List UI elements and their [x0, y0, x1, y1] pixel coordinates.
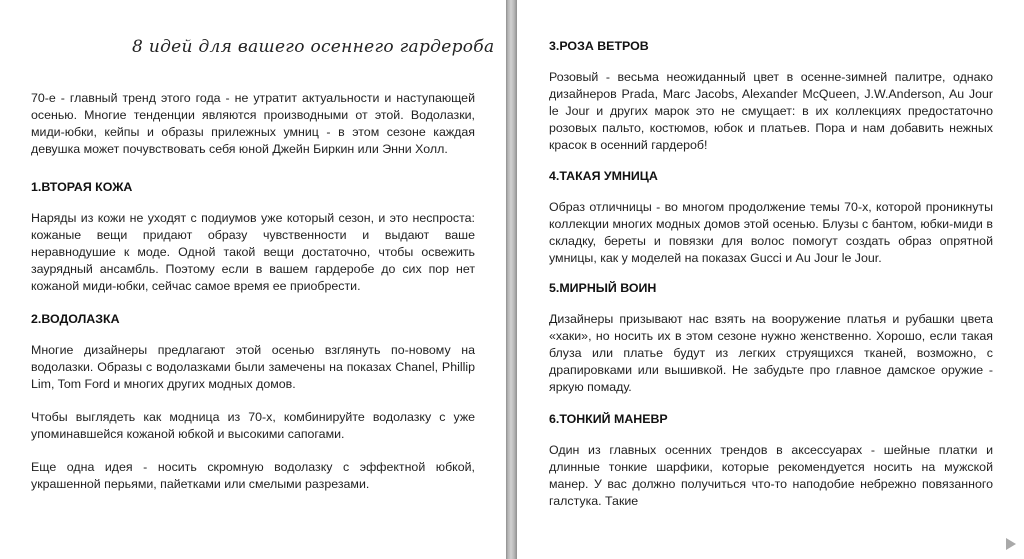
- section-heading-6: 6.ТОНКИЙ МАНЕВР: [549, 412, 668, 426]
- section-text-2c: Еще одна идея - носить скромную водолазку с эффектной юбкой, украшенной перьями, пайетками или смелыми разрезами.: [31, 460, 475, 491]
- page-title: 8 идей для вашего осеннего гардероба: [132, 37, 495, 57]
- right-column: [549, 38, 993, 510]
- left-page: [0, 0, 506, 559]
- section-heading-3: 3.РОЗА ВЕТРОВ: [549, 39, 649, 53]
- section-text-6: Один из главных осенних трендов в аксессуарах - шейные платки и длинные тонкие шарфики, которые рекомендуется носить на мужской манер. У вас должно получиться что-то наподобие небрежно повязанного галстука. Такие: [549, 443, 993, 508]
- section-heading-1: 1.ВТОРАЯ КОЖА: [31, 180, 133, 194]
- section-text-2a: Многие дизайнеры предлагают этой осенью взглянуть по-новому на водолазки. Образы с водолазками были замечены на показах Chanel, Phillip Lim, Tom Ford и многих других модных домов.: [31, 343, 475, 391]
- arrow-right-icon[interactable]: [1006, 538, 1016, 550]
- page-gutter: [506, 0, 517, 559]
- intro-paragraph: 70-е - главный тренд этого года - не утратит актуальности и наступающей осенью. Многие тенденции являются производными от этой. Водолазки, миди-юбки, кейпы и образы прилежных умниц - в этом сезоне каждая девушка может почувствовать себя юной Джейн Биркин или Энни Холл.: [31, 91, 475, 156]
- section-text-2b: Чтобы выглядеть как модница из 70-х, комбинируйте водолазку с уже упоминавшейся кожаной юбкой и высокими сапогами.: [31, 410, 475, 441]
- section-heading-4: 4.ТАКАЯ УМНИЦА: [549, 169, 658, 183]
- section-heading-5: 5.МИРНЫЙ ВОИН: [549, 281, 657, 295]
- section-text-4: Образ отличницы - во многом продолжение темы 70-х, которой проникнуты коллекции многих модных домов этой осенью. Блузы с бантом, юбки-миди в складку, береты и повязки для волос помогут создать образ опрятной умницы, как у моделей на показах Gucci и Au Jour le Jour.: [549, 200, 993, 265]
- left-column: [31, 90, 475, 493]
- section-text-1: Наряды из кожи не уходят с подиумов уже который сезон, и это неспроста: кожаные вещи придают образу чувственности и выдают ваше неравнодушие к моде. Одной такой вещи достаточно, чтобы освежить заурядный ансамбль. Поэтому если в вашем гардеробе до сих пор нет кожаной миди-юбки, сейчас самое время ее приобрести.: [31, 211, 475, 293]
- section-text-5: Дизайнеры призывают нас взять на вооружение платья и рубашки цвета «хаки», но носить их в этом сезоне нужно женственно. Хорошо, если такая блуза или платье будут из легких струящихся тканей, возможно, с драпировками или вышивкой. Не забудьте про главное дамское оружие - яркую помаду.: [549, 312, 993, 394]
- section-text-3: Розовый - весьма неожиданный цвет в осенне-зимней палитре, однако дизайнеров Prada, Marc Jacobs, Alexander McQueen, J.W.Anderson, Au Jour le Jour и других марок это не смущает: в их коллекциях предостаточно розовых пальто, костюмов, юбок и платьев. Пора и нам добавить нежных красок в осенний гардероб!: [549, 70, 993, 152]
- section-heading-2: 2.ВОДОЛАЗКА: [31, 312, 120, 326]
